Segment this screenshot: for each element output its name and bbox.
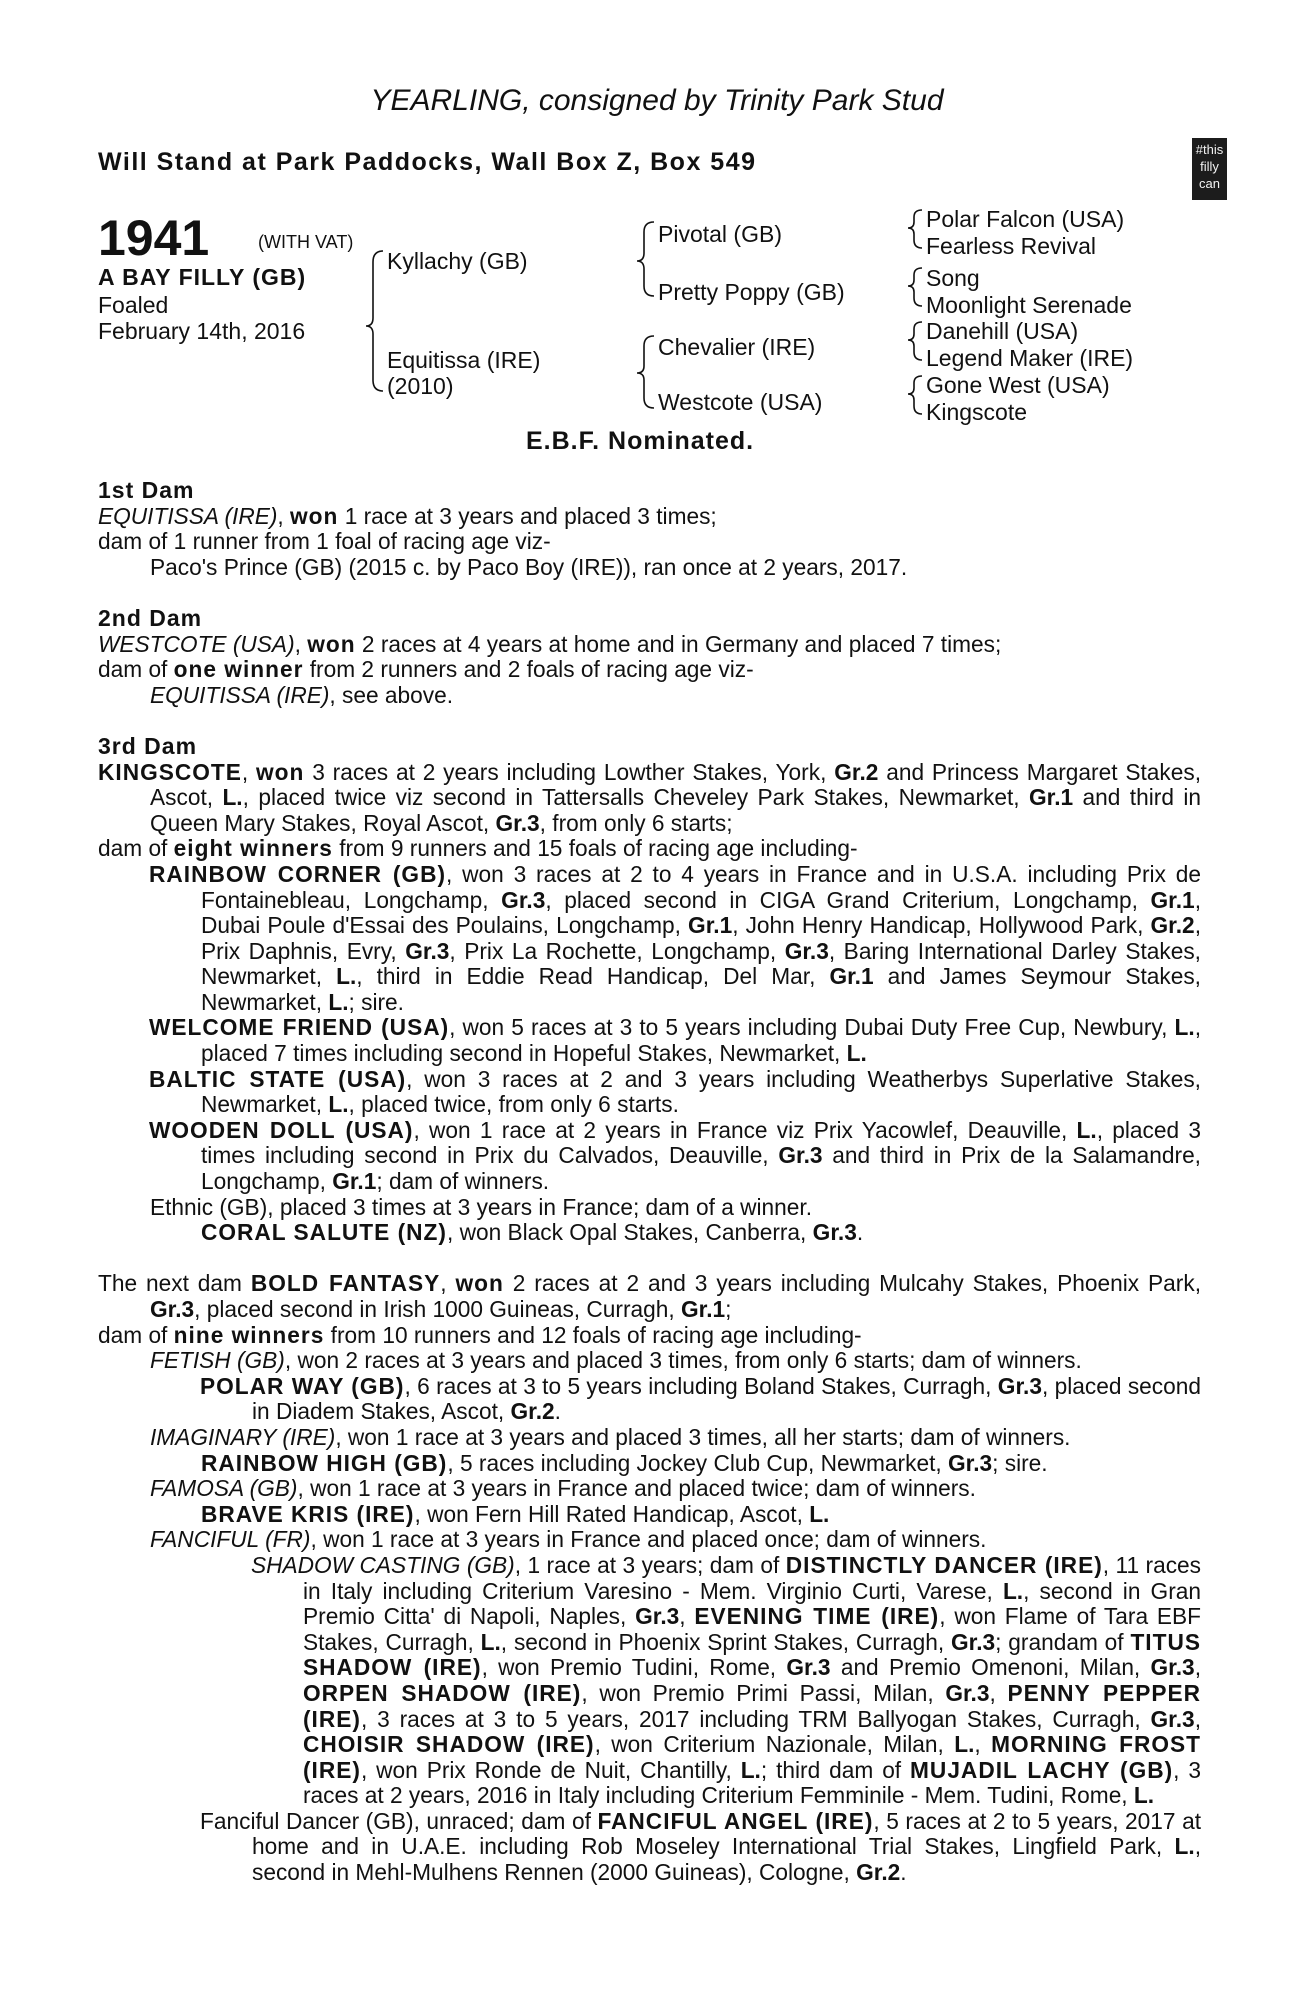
second-dam-heading: 2nd Dam — [98, 604, 203, 631]
bracket-gen2-top — [637, 222, 654, 296]
bracket-gen2-bottom — [637, 336, 654, 408]
pedigree-gen3-4: Moonlight Serenade — [926, 292, 1132, 318]
second-dam-produce: dam of one winner from 2 runners and 2 foals of racing age viz- — [98, 656, 754, 683]
offspring-ethnic: Ethnic (GB), placed 3 times at 3 years in France; dam of a winner. — [150, 1193, 813, 1220]
pedigree-sire-sire: Pivotal (GB) — [658, 221, 782, 247]
next-dam-produce: dam of nine winners from 10 runners and 12 foals of racing age including- — [98, 1321, 862, 1348]
next-dam-line: The next dam BOLD FANTASY, won 2 races at 2 and 3 years including Mulcahy Stakes, Phoenix Park, Gr.3, placed second in Irish 1000 Guineas, Curragh, Gr.1; — [98, 1270, 1202, 1322]
offspring-famosa: FAMOSA (GB), won 1 race at 3 years in France and placed twice; dam of winners. — [150, 1475, 976, 1502]
catalogue-notes — [98, 478, 1201, 1886]
pedigree-dam-dam: Westcote (USA) — [658, 389, 823, 415]
pedigree-gen3-6: Legend Maker (IRE) — [926, 345, 1134, 371]
second-dam-line: WESTCOTE (USA), won 2 races at 4 years at home and in Germany and placed 7 times; — [98, 630, 1002, 657]
this-filly-can-logo: #this filly can — [1192, 138, 1227, 200]
offspring-wooden-doll: WOODEN DOLL (USA), won 1 race at 2 years in France viz Prix Yacowlef, Deauville, L., placed 3 times including second in Prix du Calvados, Deauville, Gr.3 and third in Prix de la Salamandre, Longchamp, Gr.1; dam of winners. — [149, 1116, 1201, 1195]
offspring-rainbow-high: RAINBOW HIGH (GB), 5 races including Jockey Club Cup, Newmarket, Gr.3; sire. — [201, 1449, 1048, 1476]
foaled-label: Foaled — [98, 292, 169, 318]
ebf-nominated: E.B.F. Nominated. — [526, 427, 755, 455]
pedigree-dam-year: (2010) — [387, 373, 454, 399]
bracket-gen3-1 — [908, 210, 922, 248]
lot-number: 1941 — [98, 210, 210, 266]
pedigree-sire: Kyllachy (GB) — [387, 248, 528, 274]
first-dam-heading: 1st Dam — [98, 477, 195, 503]
bracket-gen3-4 — [908, 376, 922, 414]
offspring-fanciful-dancer: Fanciful Dancer (GB), unraced; dam of FANCIFUL ANGEL (IRE), 5 races at 2 to 5 years, 2017 at home and in U.A.E. including Rob Moseley International Trial Stakes, Lingfield Park, L., second in Mehl-Mulhens Rennen (2000 Guineas), Cologne, Gr.2. — [200, 1807, 1202, 1886]
third-dam-heading: 3rd Dam — [98, 732, 198, 759]
bracket-gen3-2 — [908, 268, 922, 306]
offspring-rainbow-corner: RAINBOW CORNER (GB), won 3 races at 2 to 4 years in France and in U.S.A. including Prix de Fontainebleau, Longchamp, Gr.3, placed second in CIGA Grand Criterium, Longchamp, Gr.1, Dubai Poule d'Essai des Poulains, Longchamp, Gr.1, John Henry Handicap, Hollywood Park, Gr.2, Prix Daphnis, Evry, Gr.3, Prix La Rochette, Longchamp, Gr.3, Baring International Darley Stakes, Newmarket, L., third in Eddie Read Handicap, Del Mar, Gr.1 and James Seymour Stakes, Newmarket, L.; sire. — [149, 860, 1201, 1015]
offspring-shadow-casting: SHADOW CASTING (GB), 1 race at 3 years; dam of DISTINCTLY DANCER (IRE), 11 races in Italy including Criterium Varesino - Mem. Virginio Curti, Varese, L., second in Gran Premio Citta' di Napoli, Naples, Gr.3, EVENING TIME (IRE), won Flame of Tara EBF Stakes, Curragh, L., second in Phoenix Sprint Stakes, Curragh, Gr.3; grandam of TITUS SHADOW (IRE), won Premio Tudini, Rome, Gr.3 and Premio Omenoni, Milan, Gr.3, ORPEN SHADOW (IRE), won Premio Primi Passi, Milan, Gr.3, PENNY PEPPER (IRE), 3 races at 3 to 5 years, 2017 including TRM Ballyogan Stakes, Curragh, Gr.3, CHOISIR SHADOW (IRE), won Criterium Nazionale, Milan, L., MORNING FROST (IRE), won Prix Ronde de Nuit, Chantilly, L.; third dam of MUJADIL LACHY (GB), 3 races at 2 years, 2016 in Italy including Criterium Femminile - Mem. Tudini, Rome, L. — [251, 1551, 1202, 1809]
catalogue-title: YEARLING, consigned by Trinity Park Stud — [370, 84, 944, 117]
horse-description: A BAY FILLY (GB) — [98, 264, 307, 290]
offspring-coral-salute: CORAL SALUTE (NZ), won Black Opal Stakes, Canberra, Gr.3. — [201, 1219, 864, 1246]
pedigree-gen3-8: Kingscote — [926, 399, 1028, 425]
pedigree-gen3-7: Gone West (USA) — [926, 372, 1110, 398]
offspring-welcome-friend: WELCOME FRIEND (USA), won 5 races at 3 to 5 years including Dubai Duty Free Cup, Newbury, L., placed 7 times including second in Hopeful Stakes, Newmarket, L. — [149, 1014, 1201, 1067]
pedigree-gen3-5: Danehill (USA) — [926, 318, 1079, 344]
offspring-baltic-state: BALTIC STATE (USA), won 3 races at 2 and 3 years including Weatherbys Superlative Stakes, Newmarket, L., placed twice, from only 6 starts. — [149, 1065, 1201, 1118]
foaled-date: February 14th, 2016 — [98, 318, 306, 344]
pedigree-sire-dam: Pretty Poppy (GB) — [658, 279, 845, 305]
bracket-gen1 — [366, 251, 383, 391]
pedigree-gen3-3: Song — [926, 265, 980, 291]
first-dam-offspring: Paco's Prince (GB) (2015 c. by Paco Boy (IRE)), ran once at 2 years, 2017. — [150, 553, 908, 580]
offspring-imaginary: IMAGINARY (IRE), won 1 race at 3 years and placed 3 times, all her starts; dam of winners. — [150, 1423, 1071, 1450]
second-dam-offspring: EQUITISSA (IRE), see above. — [150, 681, 454, 708]
first-dam-produce: dam of 1 runner from 1 foal of racing age viz- — [98, 528, 551, 555]
first-dam-line: EQUITISSA (IRE), won 1 race at 3 years and placed 3 times; — [98, 502, 717, 529]
pedigree-gen3-2: Fearless Revival — [926, 233, 1096, 259]
pedigree-dam: Equitissa (IRE) — [387, 347, 541, 373]
offspring-brave-kris: BRAVE KRIS (IRE), won Fern Hill Rated Handicap, Ascot, L. — [201, 1500, 830, 1527]
third-dam-line: KINGSCOTE, won 3 races at 2 years including Lowther Stakes, York, Gr.2 and Princess Margaret Stakes, Ascot, L., placed twice viz second in Tattersalls Cheveley Park Stakes, Newmarket, Gr.1 and third in Queen Mary Stakes, Royal Ascot, Gr.3, from only 6 starts; — [98, 758, 1201, 836]
pedigree-dam-sire: Chevalier (IRE) — [658, 334, 816, 360]
vat-note: (WITH VAT) — [258, 232, 354, 252]
offspring-polar-way: POLAR WAY (GB), 6 races at 3 to 5 years including Boland Stakes, Curragh, Gr.3, placed second in Diadem Stakes, Ascot, Gr.2. — [200, 1372, 1201, 1425]
offspring-fetish: FETISH (GB), won 2 races at 3 years and placed 3 times, from only 6 starts; dam of winners. — [150, 1347, 1082, 1374]
bracket-gen3-3 — [908, 322, 922, 360]
pedigree-gen3-1: Polar Falcon (USA) — [926, 206, 1125, 232]
stand-location: Will Stand at Park Paddocks, Wall Box Z, Box 549 — [98, 148, 757, 176]
pedigree-brackets — [0, 0, 1314, 460]
offspring-fanciful: FANCIFUL (FR), won 1 race at 3 years in France and placed once; dam of winners. — [150, 1526, 987, 1553]
third-dam-produce: dam of eight winners from 9 runners and 15 foals of racing age including- — [98, 835, 858, 862]
